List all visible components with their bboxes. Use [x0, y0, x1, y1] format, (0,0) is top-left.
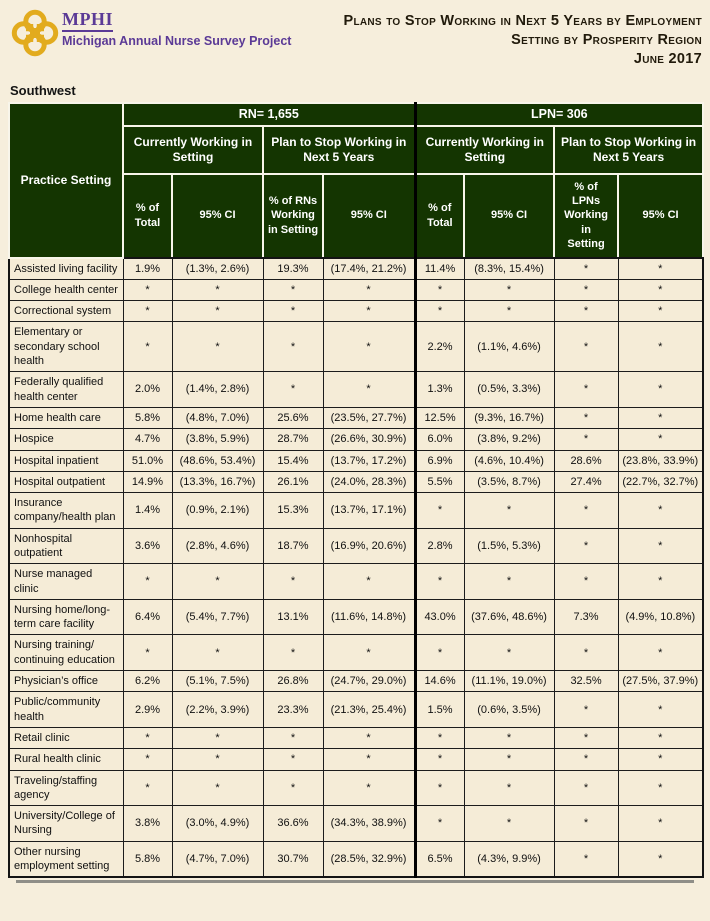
value-cell: 27.4%	[554, 471, 618, 492]
practice-setting-cell: College health center	[9, 279, 123, 300]
value-cell: *	[415, 635, 464, 671]
practice-setting-cell: Retail clinic	[9, 727, 123, 748]
table-row	[9, 429, 703, 450]
value-cell: (24.0%, 28.3%)	[323, 471, 415, 492]
practice-setting-cell: Traveling/staffing agency	[9, 770, 123, 806]
value-cell: 6.0%	[415, 429, 464, 450]
brand-text	[62, 8, 291, 48]
value-cell: 51.0%	[123, 450, 172, 471]
value-cell: 19.3%	[263, 258, 323, 280]
table-row	[9, 493, 703, 529]
value-cell: *	[618, 258, 703, 280]
value-cell: (27.5%, 37.9%)	[618, 671, 703, 692]
practice-setting-cell: Other nursing employment setting	[9, 841, 123, 877]
value-cell: 15.4%	[263, 450, 323, 471]
value-cell: (24.7%, 29.0%)	[323, 671, 415, 692]
value-cell: 36.6%	[263, 806, 323, 842]
col-header-lpn-pct-working: % of LPNs Working in Setting	[554, 174, 618, 258]
value-cell: (21.3%, 25.4%)	[323, 692, 415, 728]
table-row	[9, 727, 703, 748]
value-cell: (1.4%, 2.8%)	[172, 372, 263, 408]
value-cell: 4.7%	[123, 429, 172, 450]
value-cell: *	[415, 564, 464, 600]
value-cell: 11.4%	[415, 258, 464, 280]
page-title-line-2: Setting by Prosperity Region	[511, 31, 702, 48]
table-bottom-shadow	[16, 880, 694, 883]
value-cell: *	[554, 279, 618, 300]
value-cell: *	[263, 372, 323, 408]
value-cell: (13.7%, 17.2%)	[323, 450, 415, 471]
value-cell: *	[263, 635, 323, 671]
value-cell: (28.5%, 32.9%)	[323, 841, 415, 877]
value-cell: *	[618, 635, 703, 671]
value-cell: (13.3%, 16.7%)	[172, 471, 263, 492]
page-title	[343, 8, 702, 69]
value-cell: *	[123, 564, 172, 600]
table-row	[9, 528, 703, 564]
value-cell: (3.8%, 5.9%)	[172, 429, 263, 450]
value-cell: *	[554, 749, 618, 770]
table-row	[9, 372, 703, 408]
value-cell: 3.6%	[123, 528, 172, 564]
value-cell: (9.3%, 16.7%)	[464, 407, 554, 428]
value-cell: *	[172, 322, 263, 372]
subgroup-rn-currently-working: Currently Working in Setting	[123, 126, 263, 174]
value-cell: *	[263, 564, 323, 600]
value-cell: *	[618, 493, 703, 529]
value-cell: *	[554, 322, 618, 372]
value-cell: (0.6%, 3.5%)	[464, 692, 554, 728]
practice-setting-cell: Rural health clinic	[9, 749, 123, 770]
value-cell: *	[123, 279, 172, 300]
value-cell: 6.5%	[415, 841, 464, 877]
value-cell: *	[554, 806, 618, 842]
value-cell: (34.3%, 38.9%)	[323, 806, 415, 842]
value-cell: *	[464, 727, 554, 748]
value-cell: *	[554, 407, 618, 428]
value-cell: *	[263, 279, 323, 300]
value-cell: 1.3%	[415, 372, 464, 408]
practice-setting-cell: Nurse managed clinic	[9, 564, 123, 600]
value-cell: (3.5%, 8.7%)	[464, 471, 554, 492]
value-cell: (23.5%, 27.7%)	[323, 407, 415, 428]
value-cell: *	[172, 727, 263, 748]
value-cell: 1.9%	[123, 258, 172, 280]
practice-setting-cell: Federally qualified health center	[9, 372, 123, 408]
value-cell: *	[172, 301, 263, 322]
value-cell: *	[263, 749, 323, 770]
value-cell: (2.2%, 3.9%)	[172, 692, 263, 728]
value-cell: *	[554, 841, 618, 877]
value-cell: 2.2%	[415, 322, 464, 372]
value-cell: (2.8%, 4.6%)	[172, 528, 263, 564]
survey-table	[8, 102, 704, 879]
value-cell: 28.7%	[263, 429, 323, 450]
col-header-rn-pct-total: % of Total	[123, 174, 172, 258]
value-cell: *	[464, 806, 554, 842]
value-cell: *	[464, 564, 554, 600]
table-row	[9, 322, 703, 372]
value-cell: *	[263, 727, 323, 748]
value-cell: 14.6%	[415, 671, 464, 692]
page-header	[0, 0, 710, 69]
value-cell: *	[618, 372, 703, 408]
value-cell: *	[618, 279, 703, 300]
corner-header-practice-setting: Practice Setting	[9, 103, 123, 258]
value-cell: *	[618, 528, 703, 564]
value-cell: *	[415, 727, 464, 748]
col-header-rn-ci-current: 95% CI	[172, 174, 263, 258]
practice-setting-cell: Insurance company/health plan	[9, 493, 123, 529]
practice-setting-cell: Correctional system	[9, 301, 123, 322]
value-cell: *	[123, 727, 172, 748]
value-cell: *	[554, 635, 618, 671]
value-cell: (0.5%, 3.3%)	[464, 372, 554, 408]
value-cell: (4.7%, 7.0%)	[172, 841, 263, 877]
value-cell: (0.9%, 2.1%)	[172, 493, 263, 529]
value-cell: 28.6%	[554, 450, 618, 471]
mphi-quatrefoil-knot-icon	[10, 8, 60, 58]
table-row	[9, 258, 703, 280]
value-cell: 5.8%	[123, 841, 172, 877]
value-cell: (13.7%, 17.1%)	[323, 493, 415, 529]
value-cell: *	[172, 749, 263, 770]
practice-setting-cell: Public/community health	[9, 692, 123, 728]
value-cell: (4.8%, 7.0%)	[172, 407, 263, 428]
value-cell: 13.1%	[263, 599, 323, 635]
value-cell: (4.9%, 10.8%)	[618, 599, 703, 635]
value-cell: *	[618, 727, 703, 748]
value-cell: *	[415, 493, 464, 529]
table-row	[9, 599, 703, 635]
page-title-line-1: Plans to Stop Working in Next 5 Years by Employment	[343, 13, 702, 29]
value-cell: *	[554, 770, 618, 806]
table-row	[9, 450, 703, 471]
value-cell: *	[415, 279, 464, 300]
brand-acronym: MPHI	[62, 10, 113, 32]
practice-setting-cell: Elementary or secondary school health	[9, 322, 123, 372]
value-cell: (11.6%, 14.8%)	[323, 599, 415, 635]
value-cell: *	[618, 429, 703, 450]
value-cell: (3.0%, 4.9%)	[172, 806, 263, 842]
value-cell: *	[618, 841, 703, 877]
value-cell: *	[554, 301, 618, 322]
page-title-line-3: June 2017	[633, 50, 702, 67]
value-cell: *	[618, 806, 703, 842]
subgroup-rn-plan-to-stop: Plan to Stop Working in Next 5 Years	[263, 126, 415, 174]
value-cell: (48.6%, 53.4%)	[172, 450, 263, 471]
value-cell: *	[618, 749, 703, 770]
value-cell: *	[464, 635, 554, 671]
table-body	[9, 258, 703, 878]
value-cell: *	[323, 727, 415, 748]
value-cell: *	[464, 749, 554, 770]
table-row	[9, 841, 703, 877]
value-cell: *	[323, 301, 415, 322]
value-cell: *	[554, 493, 618, 529]
value-cell: *	[415, 770, 464, 806]
value-cell: 2.0%	[123, 372, 172, 408]
value-cell: *	[554, 372, 618, 408]
value-cell: *	[323, 564, 415, 600]
value-cell: 26.1%	[263, 471, 323, 492]
value-cell: *	[618, 407, 703, 428]
value-cell: 2.9%	[123, 692, 172, 728]
value-cell: *	[464, 493, 554, 529]
value-cell: *	[123, 770, 172, 806]
practice-setting-cell: Home health care	[9, 407, 123, 428]
value-cell: (23.8%, 33.9%)	[618, 450, 703, 471]
col-header-lpn-ci-plan: 95% CI	[618, 174, 703, 258]
value-cell: *	[263, 301, 323, 322]
value-cell: 18.7%	[263, 528, 323, 564]
table-row	[9, 671, 703, 692]
table-row	[9, 806, 703, 842]
practice-setting-cell: Physician’s office	[9, 671, 123, 692]
value-cell: 2.8%	[415, 528, 464, 564]
value-cell: *	[415, 749, 464, 770]
value-cell: *	[323, 372, 415, 408]
value-cell: 15.3%	[263, 493, 323, 529]
col-header-rn-pct-working: % of RNs Working in Setting	[263, 174, 323, 258]
value-cell: (3.8%, 9.2%)	[464, 429, 554, 450]
table-row	[9, 749, 703, 770]
practice-setting-cell: Hospice	[9, 429, 123, 450]
table-row	[9, 770, 703, 806]
value-cell: *	[123, 635, 172, 671]
col-header-lpn-ci-current: 95% CI	[464, 174, 554, 258]
table-row	[9, 279, 703, 300]
value-cell: *	[554, 429, 618, 450]
value-cell: 26.8%	[263, 671, 323, 692]
table-header	[9, 103, 703, 258]
practice-setting-cell: Hospital inpatient	[9, 450, 123, 471]
value-cell: 23.3%	[263, 692, 323, 728]
value-cell: (4.6%, 10.4%)	[464, 450, 554, 471]
value-cell: *	[464, 301, 554, 322]
value-cell: *	[172, 770, 263, 806]
practice-setting-cell: Nursing training/ continuing education	[9, 635, 123, 671]
value-cell: (1.1%, 4.6%)	[464, 322, 554, 372]
value-cell: 1.4%	[123, 493, 172, 529]
value-cell: 14.9%	[123, 471, 172, 492]
value-cell: (26.6%, 30.9%)	[323, 429, 415, 450]
value-cell: *	[618, 770, 703, 806]
practice-setting-cell: Assisted living facility	[9, 258, 123, 280]
value-cell: *	[618, 692, 703, 728]
value-cell: 5.8%	[123, 407, 172, 428]
value-cell: *	[323, 770, 415, 806]
practice-setting-cell: Hospital outpatient	[9, 471, 123, 492]
table-row	[9, 407, 703, 428]
value-cell: 32.5%	[554, 671, 618, 692]
value-cell: *	[618, 301, 703, 322]
value-cell: (16.9%, 20.6%)	[323, 528, 415, 564]
value-cell: (1.5%, 5.3%)	[464, 528, 554, 564]
practice-setting-cell: Nonhospital outpatient	[9, 528, 123, 564]
value-cell: *	[554, 528, 618, 564]
value-cell: *	[323, 635, 415, 671]
value-cell: *	[464, 770, 554, 806]
value-cell: *	[323, 322, 415, 372]
value-cell: 30.7%	[263, 841, 323, 877]
table-row	[9, 635, 703, 671]
value-cell: *	[123, 322, 172, 372]
value-cell: 7.3%	[554, 599, 618, 635]
value-cell: *	[415, 301, 464, 322]
group-header-lpn: LPN= 306	[415, 103, 703, 126]
value-cell: *	[618, 322, 703, 372]
col-header-rn-ci-plan: 95% CI	[323, 174, 415, 258]
table-row	[9, 692, 703, 728]
value-cell: (5.1%, 7.5%)	[172, 671, 263, 692]
value-cell: *	[554, 692, 618, 728]
col-header-lpn-pct-total: % of Total	[415, 174, 464, 258]
value-cell: 6.4%	[123, 599, 172, 635]
value-cell: (5.4%, 7.7%)	[172, 599, 263, 635]
value-cell: (17.4%, 21.2%)	[323, 258, 415, 280]
region-label: Southwest	[10, 82, 76, 98]
value-cell: 6.2%	[123, 671, 172, 692]
value-cell: *	[618, 564, 703, 600]
value-cell: *	[263, 770, 323, 806]
value-cell: *	[172, 279, 263, 300]
value-cell: (4.3%, 9.9%)	[464, 841, 554, 877]
value-cell: *	[172, 564, 263, 600]
value-cell: *	[323, 279, 415, 300]
practice-setting-cell: Nursing home/long-term care facility	[9, 599, 123, 635]
table-row	[9, 564, 703, 600]
value-cell: *	[123, 749, 172, 770]
table-row	[9, 301, 703, 322]
value-cell: *	[415, 806, 464, 842]
group-header-row	[9, 103, 703, 126]
subgroup-lpn-plan-to-stop: Plan to Stop Working in Next 5 Years	[554, 126, 703, 174]
value-cell: (11.1%, 19.0%)	[464, 671, 554, 692]
value-cell: (8.3%, 15.4%)	[464, 258, 554, 280]
value-cell: *	[554, 564, 618, 600]
value-cell: 5.5%	[415, 471, 464, 492]
value-cell: (22.7%, 32.7%)	[618, 471, 703, 492]
survey-table-wrap	[8, 102, 702, 884]
value-cell: (1.3%, 2.6%)	[172, 258, 263, 280]
value-cell: *	[554, 258, 618, 280]
value-cell: *	[323, 749, 415, 770]
value-cell: 12.5%	[415, 407, 464, 428]
value-cell: 3.8%	[123, 806, 172, 842]
table-row	[9, 471, 703, 492]
value-cell: (37.6%, 48.6%)	[464, 599, 554, 635]
value-cell: *	[172, 635, 263, 671]
value-cell: *	[554, 727, 618, 748]
value-cell: 43.0%	[415, 599, 464, 635]
value-cell: 6.9%	[415, 450, 464, 471]
practice-setting-cell: University/College of Nursing	[9, 806, 123, 842]
value-cell: 1.5%	[415, 692, 464, 728]
value-cell: *	[464, 279, 554, 300]
group-header-rn: RN= 1,655	[123, 103, 415, 126]
brand-block	[10, 8, 291, 58]
brand-project-name: Michigan Annual Nurse Survey Project	[62, 33, 292, 48]
subgroup-lpn-currently-working: Currently Working in Setting	[415, 126, 554, 174]
value-cell: 25.6%	[263, 407, 323, 428]
value-cell: *	[123, 301, 172, 322]
value-cell: *	[263, 322, 323, 372]
